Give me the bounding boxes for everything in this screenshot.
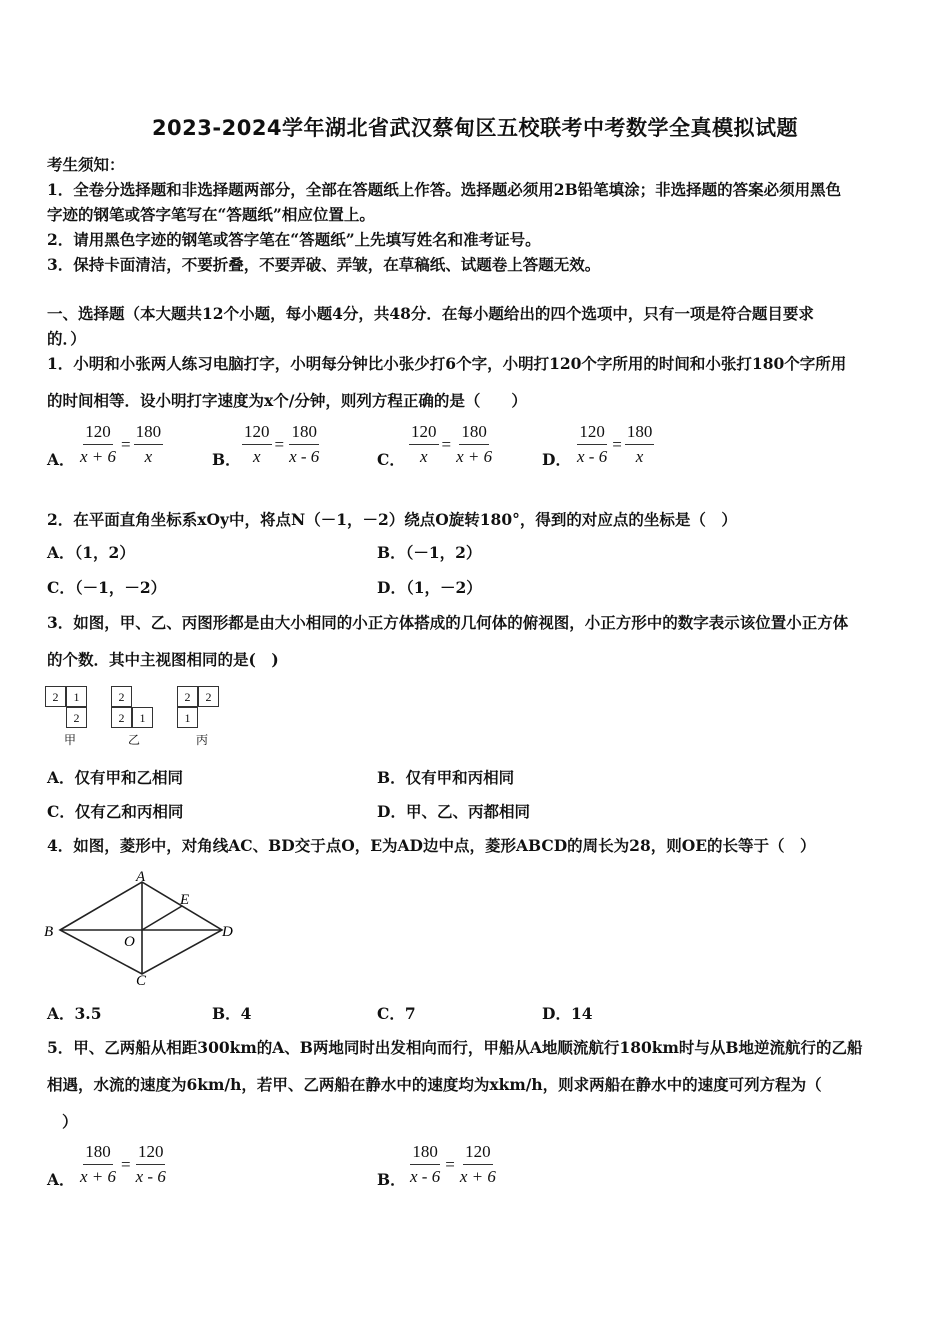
- q1-option-b-label[interactable]: B．: [212, 450, 241, 469]
- q1-option-a-label[interactable]: A．: [47, 450, 75, 469]
- q3-figure-jia: [45, 686, 95, 746]
- point-label-d: D: [222, 924, 233, 940]
- q1-a-num1: 120: [83, 422, 113, 445]
- q3-bing-cell-2: 2: [198, 686, 219, 707]
- q2-text: 2．在平面直角坐标系xOy中，将点N（－1，－2）绕点O旋转180°，得到的对应点的坐标是（ ）: [47, 510, 737, 529]
- q1-c-den2: x + 6: [456, 447, 493, 466]
- q5-option-a-equation: $\frac{180}{x + 6}$ = $\frac{120}{x - 6}$: [80, 1142, 166, 1186]
- q2-option-b[interactable]: B．（－1，2）: [377, 543, 482, 562]
- q3-yi-cell-2: 2: [111, 707, 132, 728]
- q5-option-b-label[interactable]: B．: [377, 1170, 406, 1189]
- q5-a-den1: x + 6: [80, 1167, 117, 1186]
- q4-option-b[interactable]: B．4: [212, 1004, 252, 1023]
- q5-text-line-2: 相遇，水流的速度为6km/h，若甲、乙两船在静水中的速度均为xkm/h，则求两船在静水中的速度可列方程为（: [47, 1075, 822, 1094]
- q5-a-num2: 120: [136, 1142, 166, 1165]
- q1-option-c-label[interactable]: C．: [377, 450, 405, 469]
- notice-line-1a: 1．全卷分选择题和非选择题两部分，全部在答题纸上作答。选择题必须用2B铅笔填涂；非选择题的答案必须用黑色: [47, 180, 842, 199]
- q1-c-num2: 180: [459, 422, 489, 445]
- point-label-c: C: [136, 973, 147, 988]
- notice-line-1b: 字迹的钢笔或答字笔写在“答题纸”相应位置上。: [47, 205, 375, 224]
- q1-text-line-2: 的时间相等．设小明打字速度为x个/分钟，则列方程正确的是（ ）: [47, 391, 527, 410]
- q5-option-a-label[interactable]: A．: [47, 1170, 75, 1189]
- q1-d-num1: 120: [577, 422, 607, 445]
- notice-line-2: 2．请用黑色字迹的钢笔或答字笔在“答题纸”上先填写姓名和准考证号。: [47, 230, 541, 249]
- q1-a-num2: 180: [134, 422, 164, 445]
- q1-a-den2: x: [144, 447, 153, 466]
- q5-b-den1: x - 6: [410, 1167, 441, 1186]
- q1-d-den2: x: [635, 447, 644, 466]
- notice-heading: 考生须知：: [47, 155, 125, 174]
- q5-text-line-3: ）: [62, 1112, 78, 1131]
- q1-d-num2: 180: [625, 422, 655, 445]
- q1-b-den2: x - 6: [289, 447, 320, 466]
- q1-c-den1: x: [419, 447, 428, 466]
- q5-b-den2: x + 6: [459, 1167, 496, 1186]
- q3-option-d[interactable]: D．甲、乙、丙都相同: [377, 802, 530, 821]
- q4-option-c[interactable]: C．7: [377, 1004, 416, 1023]
- q4-option-d[interactable]: D．14: [542, 1004, 593, 1023]
- q1-a-den1: x + 6: [80, 447, 117, 466]
- q1-d-den1: x - 6: [577, 447, 608, 466]
- q3-text-line-1: 3．如图，甲、乙、丙图形都是由大小相同的小正方体搭成的几何体的俯视图，小正方形中的数字表示该位置小正方体: [47, 613, 849, 632]
- point-label-o: O: [124, 934, 135, 950]
- point-label-e: E: [180, 892, 190, 908]
- notice-line-3: 3．保持卡面清洁，不要折叠，不要弄破、弄皱，在草稿纸、试题卷上答题无效。: [47, 255, 601, 274]
- section-heading-line-2: 的．）: [47, 329, 86, 348]
- page-title: 2023-2024学年湖北省武汉蔡甸区五校联考中考数学全真模拟试题: [151, 116, 799, 140]
- q1-b-num2: 180: [289, 422, 319, 445]
- q1-c-num1: 120: [409, 422, 439, 445]
- q5-b-num1: 180: [410, 1142, 440, 1165]
- point-label-b: B: [44, 924, 54, 940]
- q1-option-b-equation: $\frac{120}{x}$ = $\frac{180}{x - 6}$: [244, 422, 320, 466]
- q5-b-num2: 120: [463, 1142, 493, 1165]
- q1-option-d-equation: $\frac{120}{x - 6}$ = $\frac{180}{x}$: [577, 422, 653, 466]
- q2-option-a[interactable]: A．（1，2）: [47, 543, 135, 562]
- q1-b-den1: x: [252, 447, 261, 466]
- q4-rhombus-figure: [40, 868, 240, 988]
- q3-option-b[interactable]: B．仅有甲和丙相同: [377, 768, 515, 787]
- q1-text-line-1: 1．小明和小张两人练习电脑打字，小明每分钟比小张少打6个字，小明打120个字所用的时间和小张打180个字所用: [47, 354, 847, 373]
- q2-option-c[interactable]: C．（－1，－2）: [47, 578, 167, 597]
- q3-option-a[interactable]: A．仅有甲和乙相同: [47, 768, 184, 787]
- q5-option-b-equation: $\frac{180}{x - 6}$ = $\frac{120}{x + 6}$: [410, 1142, 496, 1186]
- q3-jia-cell-1: 2: [45, 686, 66, 707]
- q3-yi-cell-3: 1: [132, 707, 153, 728]
- q3-option-c[interactable]: C．仅有乙和丙相同: [47, 802, 184, 821]
- q1-b-num1: 120: [242, 422, 272, 445]
- q5-a-num1: 180: [83, 1142, 113, 1165]
- q5-a-den2: x - 6: [135, 1167, 166, 1186]
- rhombus-abcd: [60, 882, 222, 974]
- q4-option-a[interactable]: A．3.5: [47, 1004, 102, 1023]
- q2-option-d[interactable]: D．（1，－2）: [377, 578, 482, 597]
- q3-bing-cell-1: 2: [177, 686, 198, 707]
- q3-jia-cell-3: 2: [66, 707, 87, 728]
- q1-option-a-equation: $\frac{120}{x + 6}$ = $\frac{180}{x}$: [80, 422, 162, 466]
- q3-yi-cell-1: 2: [111, 686, 132, 707]
- q5-text-line-1: 5．甲、乙两船从相距300km的A、B两地同时出发相向而行，甲船从A地顺流航行180km时与从B地逆流航行的乙船: [47, 1038, 863, 1057]
- segment-oe: [142, 906, 182, 930]
- q4-text: 4．如图，菱形中，对角线AC、BD交于点O，E为AD边中点，菱形ABCD的周长为28，则OE的长等于（ ）: [47, 836, 816, 855]
- q3-jia-label: 甲: [64, 733, 77, 747]
- q3-text-line-2: 的个数．其中主视图相同的是( ): [47, 650, 279, 669]
- q3-figure-yi: [111, 686, 161, 746]
- q3-jia-cell-2: 1: [66, 686, 87, 707]
- q1-option-c-equation: $\frac{120}{x}$ = $\frac{180}{x + 6}$: [411, 422, 493, 466]
- q3-figure-bing: [177, 686, 227, 746]
- q3-bing-label: 丙: [196, 733, 209, 747]
- section-heading-line-1: 一、选择题（本大题共12个小题，每小题4分，共48分．在每小题给出的四个选项中，只有一项是符合题目要求: [47, 304, 814, 323]
- q1-option-d-label[interactable]: D．: [542, 450, 571, 469]
- q3-yi-label: 乙: [128, 733, 141, 747]
- q3-bing-cell-3: 1: [177, 707, 198, 728]
- point-label-a: A: [136, 869, 146, 885]
